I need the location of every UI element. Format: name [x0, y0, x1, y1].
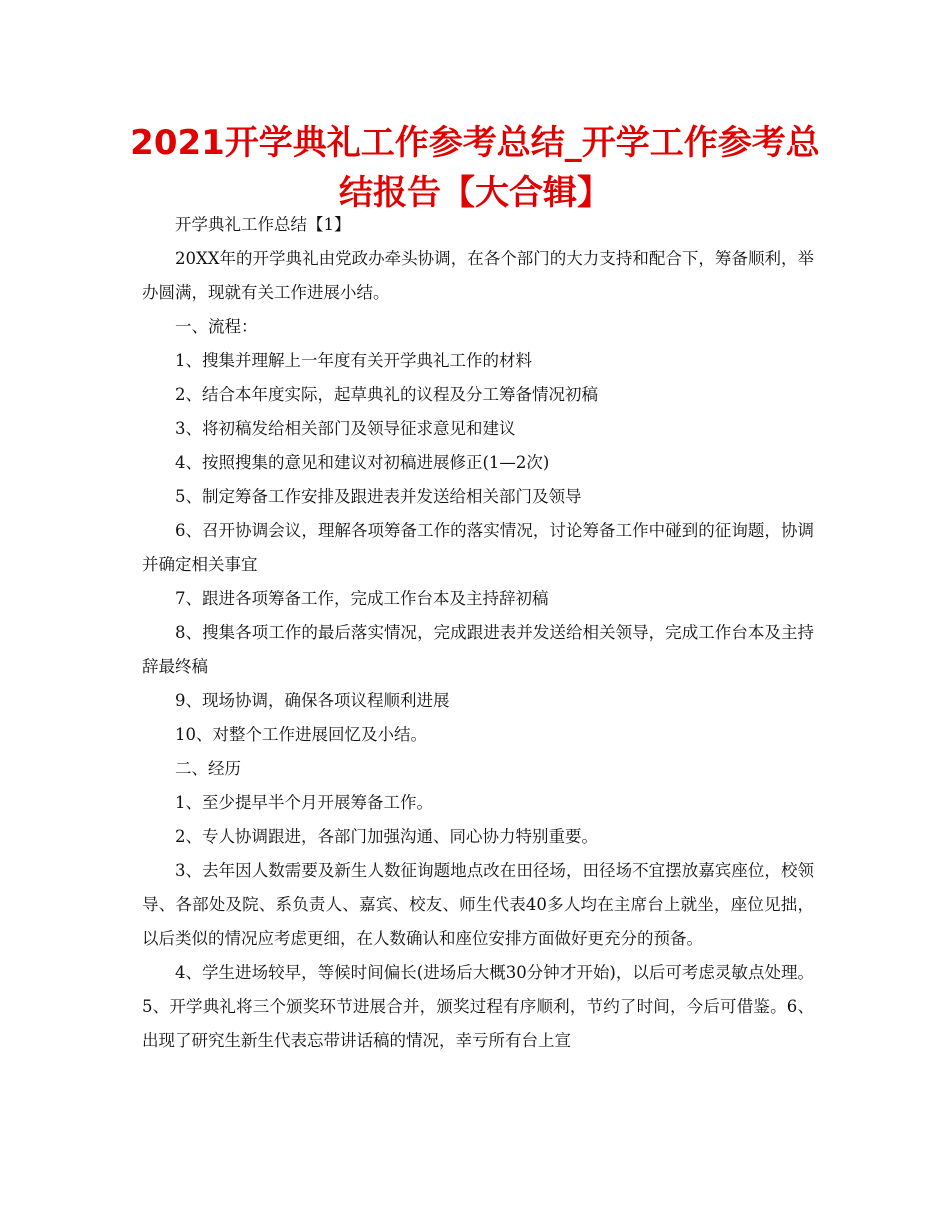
paragraph-heading-process: 一、流程： — [175, 317, 258, 336]
document-body — [142, 208, 814, 1058]
paragraph: 6、召开协调会议，理解各项筹备工作的落实情况，讨论筹备工作中碰到的征询题，协调并确定相关事宜 — [142, 521, 814, 574]
paragraph: 1、搜集并理解上一年度有关开学典礼工作的材料 — [175, 351, 532, 370]
paragraph-section-heading: 开学典礼工作总结【1】 — [175, 215, 351, 234]
paragraph: 2、结合本年度实际，起草典礼的议程及分工筹备情况初稿 — [175, 385, 598, 404]
paragraph: 10、对整个工作进展回忆及小结。 — [175, 725, 427, 744]
paragraph: 3、将初稿发给相关部门及领导征求意见和建议 — [175, 419, 516, 438]
paragraph: 9、现场协调，确保各项议程顺利进展 — [175, 691, 450, 710]
paragraph-heading-experience: 二、经历 — [175, 759, 241, 778]
paragraph: 4、按照搜集的意见和建议对初稿进展修正(1—2次) — [175, 453, 550, 472]
paragraph: 5、制定筹备工作安排及跟进表并发送给相关部门及领导 — [175, 487, 582, 506]
paragraph: 3、去年因人数需要及新生人数征询题地点改在田径场，田径场不宜摆放嘉宾座位，校领导、各部处及院、系负责人、嘉宾、校友、师生代表40多人均在主席台上就坐，座位见拙，以后类似的情况应考虑更细，在人数确认和座位安排方面做好更充分的预备。 — [142, 861, 814, 948]
paragraph: 8、搜集各项工作的最后落实情况，完成跟进表并发送给相关领导，完成工作台本及主持辞最终稿 — [142, 623, 814, 676]
paragraph: 7、跟进各项筹备工作，完成工作台本及主持辞初稿 — [175, 589, 549, 608]
paragraph: 2、专人协调跟进，各部门加强沟通、同心协力特别重要。 — [175, 827, 598, 846]
paragraph: 1、至少提早半个月开展筹备工作。 — [175, 793, 433, 812]
document-title: 2021开学典礼工作参考总结_开学工作参考总结报告【大合辑】 — [130, 123, 820, 213]
paragraph: 4、学生进场较早，等候时间偏长(进场后大概30分钟才开始)，以后可考虑灵敏点处理。5、开学典礼将三个颁奖环节进展合并，颁奖过程有序顺利，节约了时间，今后可借鉴。6、出现了研究生新生代表忘带讲话稿的情况，幸亏所有台上宣 — [142, 963, 814, 1050]
paragraph: 20XX年的开学典礼由党政办牵头协调，在各个部门的大力支持和配合下，筹备顺利，举办圆满，现就有关工作进展小结。 — [142, 249, 814, 302]
